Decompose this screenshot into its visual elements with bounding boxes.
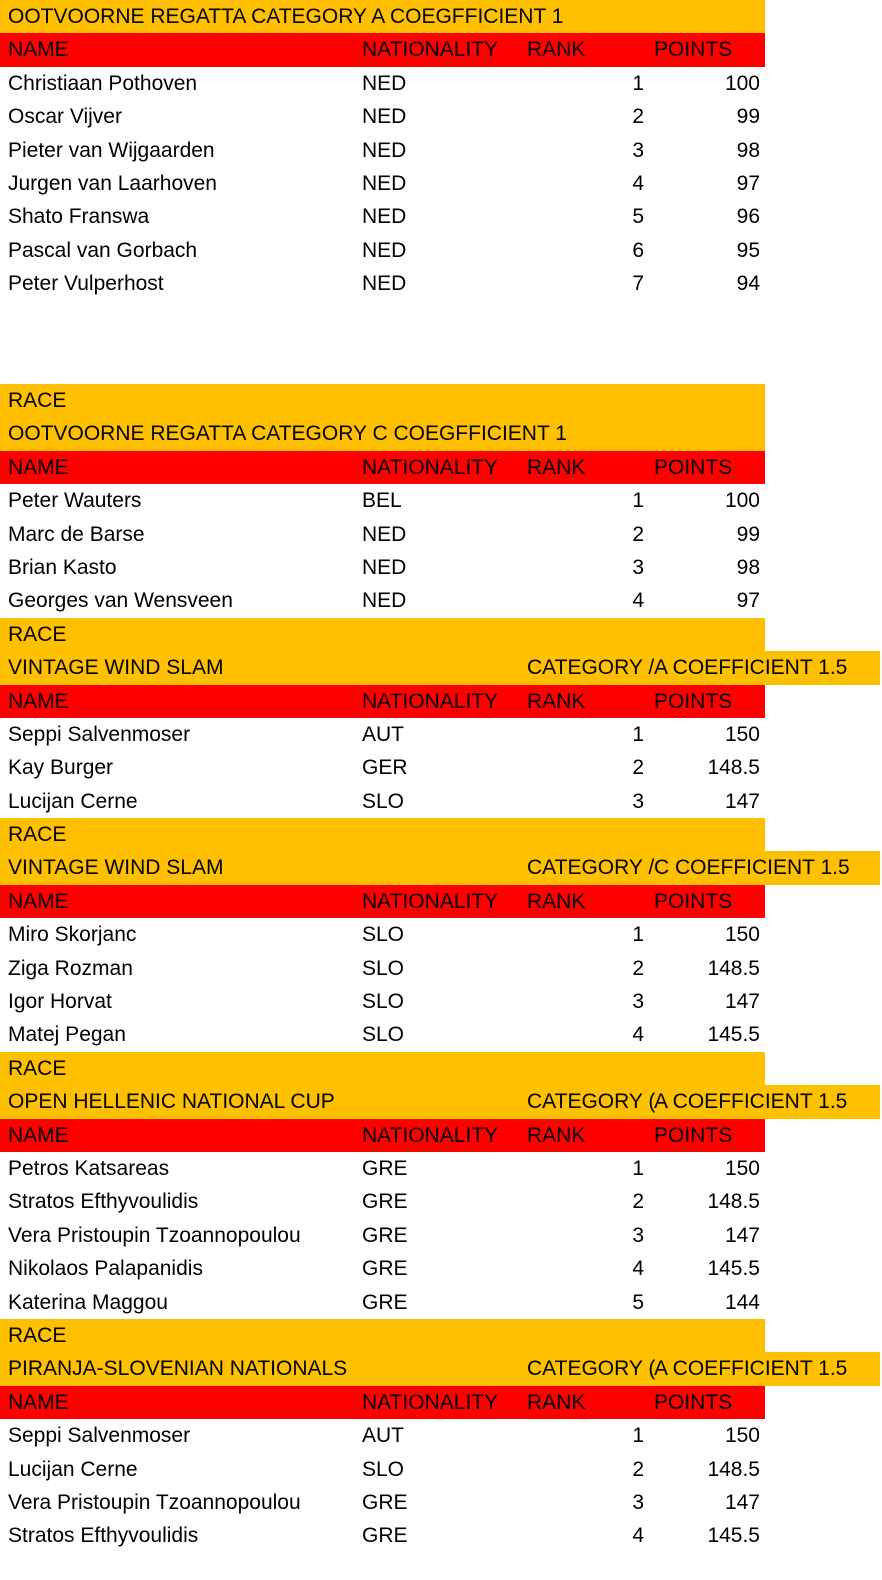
cell-points: 148.5 bbox=[707, 1190, 760, 1214]
cell-rank: 1 bbox=[632, 71, 644, 95]
table-row bbox=[0, 785, 882, 818]
header-points: POINTS bbox=[654, 1123, 733, 1147]
cell-name: Marc de Barse bbox=[8, 522, 145, 546]
table-row bbox=[0, 267, 882, 300]
table-row bbox=[0, 67, 882, 100]
cell-points: 150 bbox=[724, 722, 760, 746]
table-row bbox=[0, 518, 882, 551]
header-nationality: NATIONALITY bbox=[362, 889, 499, 913]
cell-points: 97 bbox=[736, 171, 760, 195]
cell-name: Vera Pristoupin Tzoannopoulou bbox=[8, 1223, 301, 1247]
cell-rank: 3 bbox=[632, 990, 644, 1014]
cell-points: 99 bbox=[736, 105, 760, 129]
cell-nationality: AUT bbox=[362, 1424, 404, 1448]
cell-rank: 2 bbox=[632, 956, 644, 980]
race-title-row bbox=[0, 1085, 880, 1118]
cell-points: 147 bbox=[724, 1223, 760, 1247]
cell-name: Petros Katsareas bbox=[8, 1157, 170, 1180]
cell-rank: 4 bbox=[632, 589, 644, 613]
race-title: OPEN HELLENIC NATIONAL CUP bbox=[8, 1090, 335, 1114]
header-rank: RANK bbox=[527, 1390, 586, 1414]
cell-rank: 6 bbox=[632, 238, 644, 262]
cell-name: Georges van Wensveen bbox=[8, 589, 233, 613]
race-title: OOTVOORNE REGATTA CATEGORY C COEGFFICIENT 1 bbox=[8, 422, 567, 446]
header-nationality: NATIONALITY bbox=[362, 1123, 499, 1147]
cell-rank: 2 bbox=[632, 756, 644, 780]
cell-nationality: GRE bbox=[362, 1190, 408, 1214]
race-title: OOTVOORNE REGATTA CATEGORY A COEGFFICIENT 1 bbox=[8, 5, 564, 28]
cell-rank: 1 bbox=[632, 722, 644, 746]
header-nationality: NATIONALITY bbox=[362, 689, 499, 713]
cell-name: Matej Pegan bbox=[8, 1023, 126, 1047]
cell-rank: 4 bbox=[632, 1524, 644, 1548]
race-title: PIRANJA-SLOVENIAN NATIONALS bbox=[8, 1357, 348, 1381]
race-label: RACE bbox=[8, 389, 67, 413]
cell-name: Pascal van Gorbach bbox=[8, 238, 198, 262]
header-nationality: NATIONALITY bbox=[362, 1390, 499, 1414]
header-row bbox=[0, 33, 765, 66]
table-row bbox=[0, 1152, 882, 1185]
cell-points: 150 bbox=[724, 1424, 760, 1448]
cell-points: 148.5 bbox=[707, 956, 760, 980]
cell-nationality: BEL bbox=[362, 489, 402, 513]
header-name: NAME bbox=[8, 1390, 69, 1414]
table-row bbox=[0, 1486, 882, 1519]
cell-nationality: NED bbox=[362, 555, 407, 579]
cell-name: Miro Skorjanc bbox=[8, 923, 137, 947]
cell-nationality: SLO bbox=[362, 789, 405, 813]
table-row bbox=[0, 751, 882, 784]
cell-name: Brian Kasto bbox=[8, 555, 117, 579]
cell-nationality: GER bbox=[362, 756, 408, 780]
race-title-row bbox=[0, 651, 880, 684]
cell-nationality: SLO bbox=[362, 990, 405, 1014]
cell-rank: 2 bbox=[632, 1457, 644, 1481]
header-name: NAME bbox=[8, 1123, 69, 1147]
race-label: RACE bbox=[8, 622, 67, 646]
cell-points: 147 bbox=[724, 990, 760, 1014]
cell-rank: 5 bbox=[632, 1290, 644, 1314]
cell-points: 95 bbox=[736, 238, 760, 262]
cell-rank: 3 bbox=[632, 1490, 644, 1514]
cell-name: Christiaan Pothoven bbox=[8, 71, 198, 95]
cell-name: Kay Burger bbox=[8, 756, 114, 780]
table-row bbox=[0, 234, 882, 267]
header-rank: RANK bbox=[527, 455, 586, 479]
header-name: NAME bbox=[8, 455, 69, 479]
table-row bbox=[0, 952, 882, 985]
cell-nationality: NED bbox=[362, 272, 407, 296]
cell-points: 98 bbox=[736, 555, 760, 579]
cell-nationality: GRE bbox=[362, 1157, 408, 1180]
cell-points: 147 bbox=[724, 789, 760, 813]
cell-name: Vera Pristoupin Tzoannopoulou bbox=[8, 1490, 301, 1514]
race-title: VINTAGE WIND SLAM bbox=[8, 856, 224, 880]
table-row bbox=[0, 200, 882, 233]
cell-name: Igor Horvat bbox=[8, 990, 112, 1014]
cell-nationality: GRE bbox=[362, 1290, 408, 1314]
table-row bbox=[0, 584, 882, 617]
cell-rank: 4 bbox=[632, 1023, 644, 1047]
cell-nationality: NED bbox=[362, 105, 407, 129]
header-row bbox=[0, 885, 765, 918]
header-points: POINTS bbox=[654, 889, 733, 913]
header-rank: RANK bbox=[527, 689, 586, 713]
cell-points: 145.5 bbox=[707, 1257, 760, 1281]
cell-points: 150 bbox=[724, 1157, 760, 1180]
header-points: POINTS bbox=[654, 38, 733, 62]
header-points: POINTS bbox=[654, 1390, 733, 1414]
table-row bbox=[0, 100, 882, 133]
table-row bbox=[0, 167, 882, 200]
cell-nationality: SLO bbox=[362, 1457, 405, 1481]
cell-nationality: NED bbox=[362, 71, 407, 95]
cell-points: 145.5 bbox=[707, 1023, 760, 1047]
cell-nationality: NED bbox=[362, 589, 407, 613]
cell-points: 99 bbox=[736, 522, 760, 546]
cell-name: Pieter van Wijgaarden bbox=[8, 138, 215, 162]
race-category: CATEGORY / bbox=[527, 656, 655, 680]
cell-rank: 3 bbox=[632, 138, 644, 162]
cell-points: 97 bbox=[736, 589, 760, 613]
header-nationality: NATIONALITY bbox=[362, 455, 499, 479]
cell-points: 98 bbox=[736, 138, 760, 162]
cell-nationality: GRE bbox=[362, 1524, 408, 1548]
race-label-row bbox=[0, 1052, 765, 1085]
table-row bbox=[0, 1286, 882, 1319]
table-row bbox=[0, 718, 882, 751]
cell-name: Lucijan Cerne bbox=[8, 789, 138, 813]
cell-name: Shato Franswa bbox=[8, 205, 150, 229]
header-rank: RANK bbox=[527, 38, 586, 62]
cell-nationality: GRE bbox=[362, 1490, 408, 1514]
table-row bbox=[0, 918, 882, 951]
cell-rank: 1 bbox=[632, 1157, 644, 1180]
header-row bbox=[0, 1386, 765, 1419]
cell-rank: 1 bbox=[632, 489, 644, 513]
table-row bbox=[0, 1519, 882, 1552]
table-row bbox=[0, 985, 882, 1018]
header-row bbox=[0, 1119, 765, 1152]
header-name: NAME bbox=[8, 689, 69, 713]
cell-rank: 2 bbox=[632, 1190, 644, 1214]
cell-rank: 4 bbox=[632, 1257, 644, 1281]
cell-nationality: NED bbox=[362, 171, 407, 195]
cell-rank: 5 bbox=[632, 205, 644, 229]
cell-rank: 1 bbox=[632, 923, 644, 947]
race-coefficient: A COEFFICIENT 1.5 bbox=[654, 1090, 848, 1114]
race-coefficient: A COEFFICIENT 1.5 bbox=[654, 1357, 848, 1381]
cell-name: Ziga Rozman bbox=[8, 956, 133, 980]
cell-points: 150 bbox=[724, 923, 760, 947]
empty-spacer bbox=[0, 301, 882, 385]
race-title-row bbox=[0, 851, 880, 884]
cell-rank: 3 bbox=[632, 789, 644, 813]
header-rank: RANK bbox=[527, 889, 586, 913]
cell-name: Stratos Efthyvoulidis bbox=[8, 1190, 199, 1214]
table-row bbox=[0, 1252, 882, 1285]
cell-name: Stratos Efthyvoulidis bbox=[8, 1524, 199, 1548]
race-title: VINTAGE WIND SLAM bbox=[8, 656, 224, 680]
cell-points: 148.5 bbox=[707, 756, 760, 780]
table-row bbox=[0, 1419, 882, 1452]
race-category: CATEGORY ( bbox=[527, 1090, 656, 1114]
cell-points: 144 bbox=[724, 1290, 760, 1314]
race-label-row bbox=[0, 618, 765, 651]
cell-name: Seppi Salvenmoser bbox=[8, 1424, 191, 1448]
cell-rank: 2 bbox=[632, 522, 644, 546]
cell-nationality: NED bbox=[362, 522, 407, 546]
cell-points: 100 bbox=[724, 489, 760, 513]
cell-nationality: SLO bbox=[362, 1023, 405, 1047]
race-label-row bbox=[0, 818, 765, 851]
race-title-row bbox=[0, 0, 765, 33]
cell-name: Katerina Maggou bbox=[8, 1290, 168, 1314]
cell-nationality: GRE bbox=[362, 1257, 408, 1281]
cell-rank: 1 bbox=[632, 1424, 644, 1448]
table-row bbox=[0, 134, 882, 167]
cell-points: 96 bbox=[736, 205, 760, 229]
header-row bbox=[0, 685, 765, 718]
cell-name: Lucijan Cerne bbox=[8, 1457, 138, 1481]
header-nationality: NATIONALITY bbox=[362, 38, 499, 62]
cell-name: Jurgen van Laarhoven bbox=[8, 171, 217, 195]
table-row bbox=[0, 1018, 882, 1051]
header-name: NAME bbox=[8, 889, 69, 913]
header-name: NAME bbox=[8, 38, 69, 62]
cell-points: 94 bbox=[736, 272, 760, 296]
race-label: RACE bbox=[8, 823, 67, 847]
cell-nationality: SLO bbox=[362, 956, 405, 980]
race-label-row bbox=[0, 384, 765, 417]
header-points: POINTS bbox=[654, 689, 733, 713]
cell-points: 100 bbox=[724, 71, 760, 95]
cell-name: Peter Vulperhost bbox=[8, 272, 164, 296]
header-points: POINTS bbox=[654, 455, 733, 479]
table-row bbox=[0, 1185, 882, 1218]
cell-points: 147 bbox=[724, 1490, 760, 1514]
cell-rank: 3 bbox=[632, 1223, 644, 1247]
cell-points: 148.5 bbox=[707, 1457, 760, 1481]
cell-nationality: SLO bbox=[362, 923, 405, 947]
race-category: CATEGORY / bbox=[527, 856, 655, 880]
cell-nationality: GRE bbox=[362, 1223, 408, 1247]
cell-name: Nikolaos Palapanidis bbox=[8, 1257, 203, 1281]
cell-rank: 4 bbox=[632, 171, 644, 195]
cell-rank: 2 bbox=[632, 105, 644, 129]
cell-nationality: NED bbox=[362, 238, 407, 262]
table-row bbox=[0, 484, 882, 517]
header-rank: RANK bbox=[527, 1123, 586, 1147]
cell-rank: 3 bbox=[632, 555, 644, 579]
race-label: RACE bbox=[8, 1056, 67, 1080]
table-row bbox=[0, 1453, 882, 1486]
cell-name: Seppi Salvenmoser bbox=[8, 722, 191, 746]
table-row bbox=[0, 1219, 882, 1252]
cell-nationality: AUT bbox=[362, 722, 404, 746]
race-title-row bbox=[0, 417, 765, 450]
race-category: CATEGORY ( bbox=[527, 1357, 656, 1381]
header-row bbox=[0, 451, 765, 484]
cell-nationality: NED bbox=[362, 138, 407, 162]
race-coefficient: C COEFFICIENT 1.5 bbox=[654, 856, 850, 880]
cell-rank: 7 bbox=[632, 272, 644, 296]
race-title-row bbox=[0, 1352, 880, 1385]
cell-points: 145.5 bbox=[707, 1524, 760, 1548]
race-label: RACE bbox=[8, 1323, 67, 1347]
cell-name: Oscar Vijver bbox=[8, 105, 122, 129]
cell-nationality: NED bbox=[362, 205, 407, 229]
table-row bbox=[0, 551, 882, 584]
race-label-row bbox=[0, 1319, 765, 1352]
race-coefficient: A COEFFICIENT 1.5 bbox=[654, 656, 848, 680]
cell-name: Peter Wauters bbox=[8, 489, 142, 513]
